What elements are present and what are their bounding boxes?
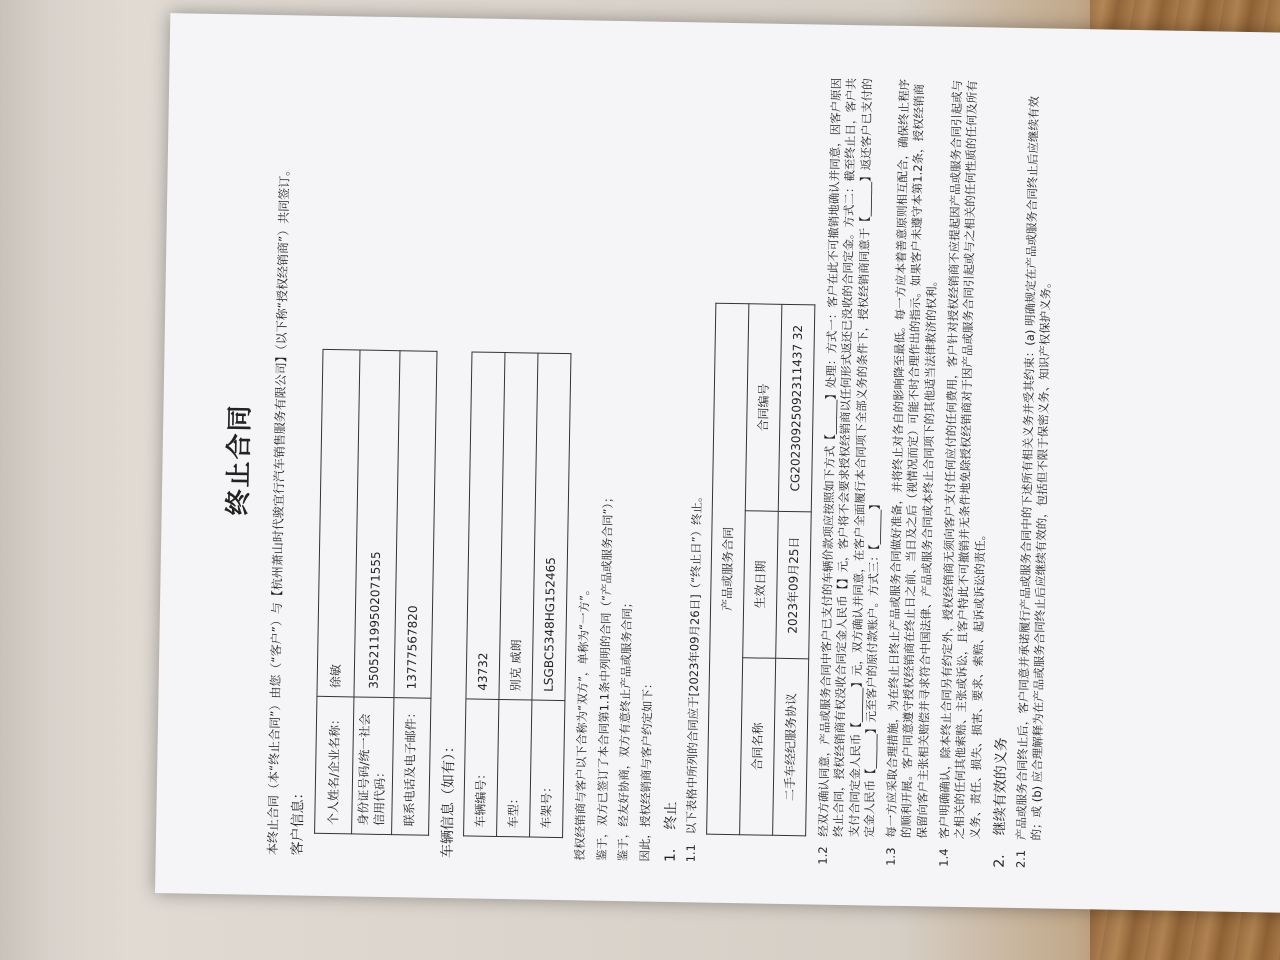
customer-name-value: 徐敏 (317, 349, 360, 697)
termination-contract-page (155, 13, 1280, 913)
table-top-header: 产品或服务合同 (707, 303, 749, 834)
vin-value: LSGBC5348HG152465 (532, 353, 571, 701)
clause-text: 以下表格中所列的合同应于[2023年09月26日]（“终止日”）终止。 (684, 490, 705, 835)
clause-1-4 (936, 77, 996, 868)
cell-contract-name: 二手车经纪服务协议 (773, 658, 809, 836)
clause-number: 1.2 (815, 846, 830, 865)
customer-contact-label: 联系电话及电子邮件： (391, 698, 430, 836)
clause-text: 产品或服务合同终止后，客户同意并承诺履行产品或服务合同中的下述所有相关义务并受其约束：(a) 明确规定在产品或服务合同终止后应继续有效的；或 (b) 应合理解释为在产品或服务合同终止后应继续有效的，包括但不限于保密义务、知识产权保护义务。 (1014, 95, 1054, 841)
table-row (530, 353, 571, 838)
col-header-effective-date: 生效日期 (743, 511, 779, 659)
document-title: 终止合同 (223, 403, 256, 516)
vehicle-model-label: 车型： (497, 699, 532, 837)
recital-parties: 授权经销商与客户以下合称为“双方”，单称为“一方”。 (573, 583, 592, 861)
cell-effective-date: 2023年09月25日 (776, 511, 812, 659)
clause-number: 1.4 (936, 848, 951, 867)
clause-number: 1.1 (684, 843, 699, 863)
vehicle-info-table (463, 351, 571, 838)
recital-whereas-1: 鉴于，双方已签订了本合同第1.1条中列明的合同（“产品或服务合同”）； (594, 491, 616, 861)
table-row (391, 351, 436, 836)
clause-number: 2.1 (1013, 849, 1028, 869)
vehicle-model-value: 别克 威朗 (499, 353, 538, 701)
customer-info-heading: 客户信息： (289, 785, 308, 856)
customer-id-label: 身份证号码/统一社会信用代码： (352, 697, 394, 835)
section-title: 继续有效的义务 (992, 737, 1010, 836)
section-number: 2. (991, 854, 1008, 868)
recital-therefore: 因此，授权经销商与客户约定如下： (637, 677, 655, 862)
clause-text: 客户明确确认，除本终止合同另有约定外，授权经销商无须向客户支付任何应付的任何费用，客户针对授权经销商不应提起因产品或服务合同引起或与之相关的任何其他索赔、主张或诉讼，且客户特此不可撤销并无条件地免除授权经销商对于因产品或服务合同引起或与之相关的任何性质的任何及所有义务、责任、损失、损害、要求、索赔、起诉或诉讼的责任。 (936, 79, 988, 840)
customer-contact-value: 13777567820 (393, 351, 436, 699)
vin-label: 车架号： (530, 700, 565, 838)
cell-contract-number: CG20230925092311437 32 (778, 304, 815, 512)
section-title: 终止 (662, 801, 680, 830)
section-number: 1. (662, 848, 679, 863)
vehicle-number-label: 车辆编号： (464, 699, 499, 837)
clause-text: 每一方应采取合理措施，为在终止日终止产品或服务合同做好准备，并将终止对各自的影响降至最低。每一方应本着善意原则相互配合，确保终止程序的顺利开展。客户同意遵守授权经销商在终止日之前、当日及之后（视情况而定）可能不时合理作出的指示。如果客户未遵守本第1.2条，授权经销商保留向客户主张相关赔偿并寻求符合中国法律、产品或服务合同或本终止合同项下的其他适当法律救济的权利。 (884, 78, 939, 839)
clause-1-3 (884, 76, 944, 867)
customer-id-value: 350521199502071555 (354, 350, 399, 698)
intro-paragraph: 本终止合同（本“终止合同”）由您（“客户”）与【杭州萧山时代骏宜行汽车销售服务有限公司】（以下称“授权经销商”）共同签订。 (265, 163, 292, 856)
clause-number: 1.3 (883, 847, 898, 866)
clause-1-2 (816, 75, 892, 866)
col-header-contract-number: 合同编号 (745, 304, 782, 512)
customer-info-table (314, 349, 437, 836)
recital-whereas-2: 鉴于，经友好协商，双方有意终止产品或服务合同； (616, 596, 635, 862)
col-header-contract-name: 合同名称 (740, 658, 776, 836)
product-service-contract-table (706, 303, 815, 837)
clause-text: 经双方确认同意，产品或服务合同中客户已支付的车辆价款项应按照如下方式【______】处理：方式一：客户在此不可撤销地确认并同意，因客户原因终止合同，授权经销商有权没收合同定金人民币【】元，客户将不会要求授权经销商以任何形式返还已没收的合同定金。方式二：截至终止日，客户共支付合同定金人民币【______】元，双方确认并同意，在客户全面履行本合同项下全部义务的条件下，授权经销商同意于【______】返还客户已支付的定金人民币【______】元至客户的原付款账户。方式三：【______】 (815, 77, 883, 838)
vehicle-number-value: 43732 (466, 352, 505, 700)
vehicle-info-heading: 车辆信息（如有）： (439, 738, 458, 859)
customer-name-label: 个人姓名/企业名称： (315, 696, 354, 834)
